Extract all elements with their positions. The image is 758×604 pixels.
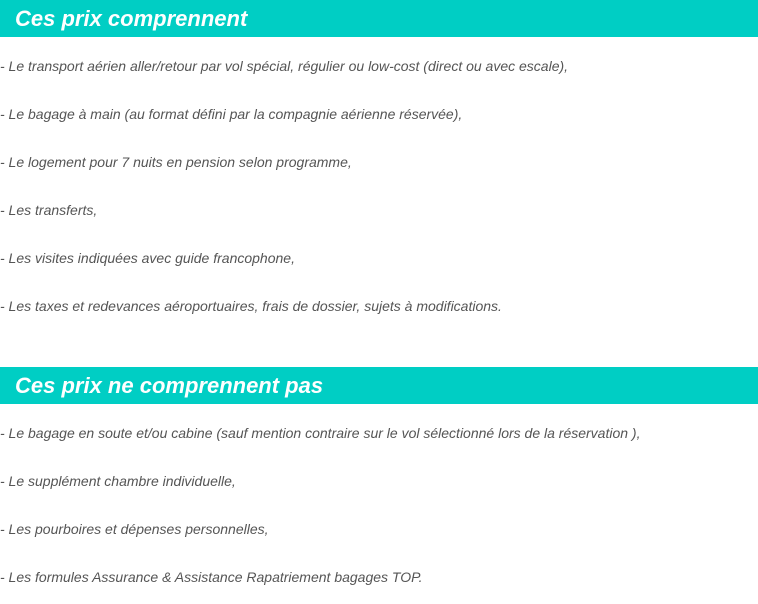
included-item-lodging: - Le logement pour 7 nuits en pension selon programme,: [0, 154, 352, 170]
included-title: Ces prix comprennent: [15, 6, 248, 31]
included-item-transport: - Le transport aérien aller/retour par vol spécial, régulier ou low-cost (direct ou avec escale),: [0, 58, 569, 74]
included-item-transfers: - Les transferts,: [0, 202, 98, 218]
excluded-item-checked-luggage: - Le bagage en soute et/ou cabine (sauf mention contraire sur le vol sélectionné lors de la réservation ),: [0, 425, 641, 441]
excluded-banner: [0, 367, 758, 404]
included-banner: [0, 0, 758, 37]
included-item-hand-luggage: - Le bagage à main (au format défini par la compagnie aérienne réservée),: [0, 106, 463, 122]
excluded-item-single-supplement: - Le supplément chambre individuelle,: [0, 473, 236, 489]
included-item-taxes: - Les taxes et redevances aéroportuaires, frais de dossier, sujets à modifications.: [0, 298, 502, 314]
included-item-visits: - Les visites indiquées avec guide francophone,: [0, 250, 295, 266]
excluded-item-insurance: - Les formules Assurance & Assistance Rapatriement bagages TOP.: [0, 569, 423, 585]
excluded-item-tips: - Les pourboires et dépenses personnelles,: [0, 521, 269, 537]
excluded-title: Ces prix ne comprennent pas: [15, 373, 324, 398]
excluded-section: [0, 367, 758, 585]
